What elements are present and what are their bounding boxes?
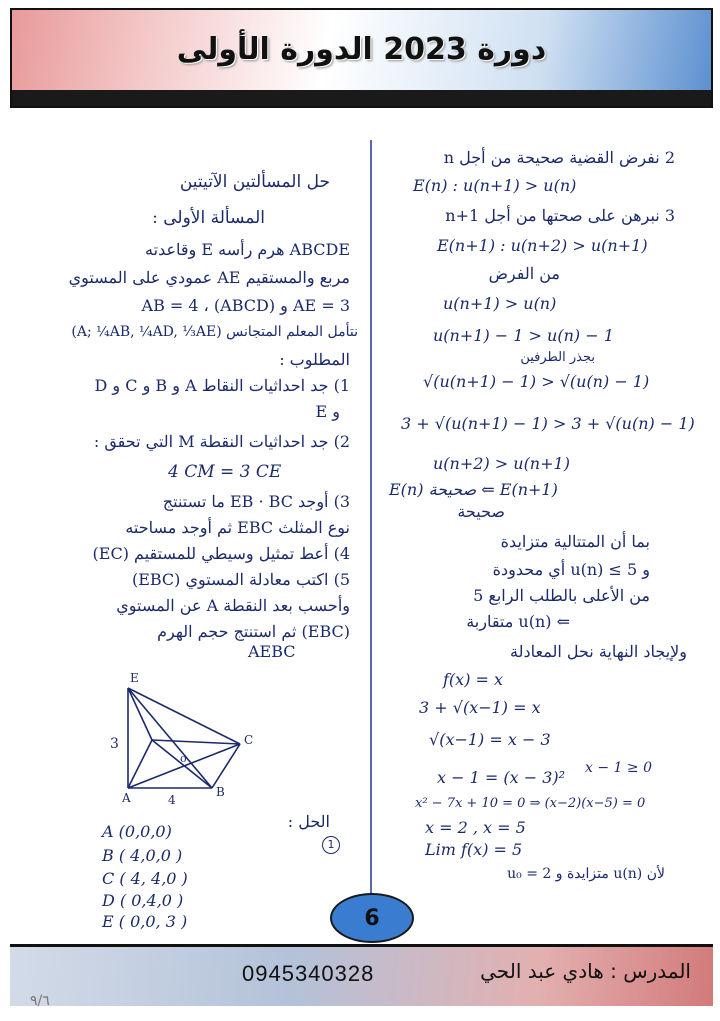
problem-line: نتأمل المعلم المتجانس (A; ¼AB, ¼AD, ⅓AE)	[71, 324, 358, 340]
header-banner	[10, 8, 713, 108]
left-column	[40, 160, 360, 660]
convergent-line: ⇐ u(n) متقاربة	[466, 612, 570, 631]
sequence-increasing: بما أن المتتالية متزايدة	[500, 532, 650, 551]
pyramid-figure	[100, 670, 270, 805]
sequence-bounded: و u(n) ≤ 5 أي محدودة	[492, 560, 650, 579]
limit-justification: لأن u(n) متزايدة و u₀ = 2	[507, 866, 665, 882]
solution-number-circle	[322, 836, 340, 854]
question-5: 5) اكتب معادلة المستوي (EBC)	[131, 570, 350, 589]
problem-line: AE = 3 و AB = 4 ، (ABCD)	[141, 296, 350, 315]
limit-solve-heading: ولإيجاد النهاية نحل المعادلة	[510, 642, 687, 661]
edge-ED	[128, 688, 152, 740]
induction-step: 3 نبرهن على صحتها من أجل n+1	[445, 206, 675, 225]
math-line: u(n+1) > u(n)	[443, 294, 557, 313]
footer-banner	[10, 944, 713, 1006]
vertex-label-C: C	[244, 733, 254, 747]
question-5-end: AEBC	[248, 642, 296, 661]
hypothesis-statement: E(n) : u(n+1) > u(n)	[413, 176, 577, 195]
math-line: f(x) = x	[443, 670, 504, 689]
conclusion-line: E(n) صحيحة ⇐ E(n+1)	[389, 480, 558, 499]
problem-heading: حل المسألتين الآتيتين	[179, 172, 330, 192]
question-3-cont: نوع المثلث EBC ثم أوجد مساحته	[125, 518, 350, 537]
vertex-label-A: A	[122, 791, 131, 805]
math-line: x − 1 = (x − 3)²	[437, 768, 566, 787]
solution-number: 1	[327, 838, 335, 851]
conclusion-word: صحيحة	[457, 502, 505, 521]
root-both-sides: بجذر الطرفين	[520, 350, 595, 365]
math-line: 3 + √(x−1) = x	[419, 698, 541, 717]
edge-BC	[212, 744, 240, 788]
exam-title: دورة 2023 الدورة الأولى	[176, 32, 547, 67]
edge-EC	[128, 688, 240, 744]
from-hypothesis: من الفرض	[488, 264, 560, 283]
teacher-phone: 0945340328	[242, 961, 375, 986]
math-line: 3 + √(u(n+1) − 1) > 3 + √(u(n) − 1)	[401, 414, 695, 433]
math-line: √(u(n+1) − 1) > √(u(n) − 1)	[423, 372, 650, 391]
question-4: 4) أعط تمثيل وسيطي للمستقيم (EC)	[92, 544, 350, 563]
problem-line: ABCDE هرم رأسه E وقاعدته	[145, 240, 350, 259]
vector-equation: 4 CM = 3 CE	[168, 462, 282, 482]
roots-line: x = 2 , x = 5	[425, 818, 526, 837]
page-corner-mark: ٩/٦	[30, 993, 50, 1009]
problem-line: المطلوب :	[279, 350, 350, 369]
math-line: u(n+1) − 1 > u(n) − 1	[433, 326, 614, 345]
vertex-label-B: B	[216, 785, 225, 799]
question-3: 3) أوجد EB · BC ما تستنتج	[162, 492, 350, 511]
limit-line: Lim f(x) = 5	[425, 840, 523, 859]
vertex-label-E: E	[130, 671, 139, 685]
domain-condition: x − 1 ≥ 0	[585, 760, 652, 776]
question-2: 2) جد احداثيات النقطة M التي تحقق :	[93, 432, 350, 451]
solution-label: الحل :	[287, 812, 330, 831]
coordinate-D: D ( 0,4,0 )	[102, 891, 184, 910]
math-line: u(n+2) > u(n+1)	[433, 454, 570, 473]
coordinate-A: A (0,0,0)	[102, 822, 172, 841]
right-column	[385, 140, 705, 900]
center-label-o: o	[180, 752, 187, 765]
question-5-cont: وأحسب بعد النقطة A عن المستوي	[116, 596, 350, 615]
bounded-note: من الأعلى بالطلب الرابع 5	[473, 586, 650, 605]
problem-line: مربع والمستقيم AE عمودي على المستوي	[68, 268, 350, 287]
coordinate-C: C ( 4, 4,0 )	[102, 869, 188, 888]
banner-bottom-bar	[12, 90, 711, 108]
coordinate-E: E ( 0,0, 3 )	[102, 912, 188, 931]
page-number-badge	[330, 893, 414, 943]
step-statement: E(n+1) : u(n+2) > u(n+1)	[437, 236, 648, 255]
math-line: √(x−1) = x − 3	[429, 730, 551, 749]
edge-DC	[152, 740, 240, 744]
coordinate-B: B ( 4,0,0 )	[102, 846, 183, 865]
quadratic-line: x² − 7x + 10 = 0 ⇒ (x−2)(x−5) = 0	[415, 796, 646, 811]
question-1-cont: و E	[315, 402, 340, 421]
column-divider	[370, 140, 372, 940]
edge-EB	[128, 688, 212, 788]
induction-hypothesis: 2 نفرض القضية صحيحة من أجل n	[443, 148, 675, 167]
question-1: 1) جد احداثيات النقاط A و B و C و D	[94, 376, 350, 395]
problem-subheading: المسألة الأولى :	[152, 208, 265, 228]
edge-length-AE: 3	[110, 736, 119, 752]
edge-length-AB: 4	[168, 793, 176, 805]
teacher-name: المدرس : هادي عبد الحي	[480, 959, 691, 983]
page-number: 6	[364, 905, 380, 931]
question-5-cont: (EBC) ثم استنتج حجم الهرم	[157, 622, 350, 641]
